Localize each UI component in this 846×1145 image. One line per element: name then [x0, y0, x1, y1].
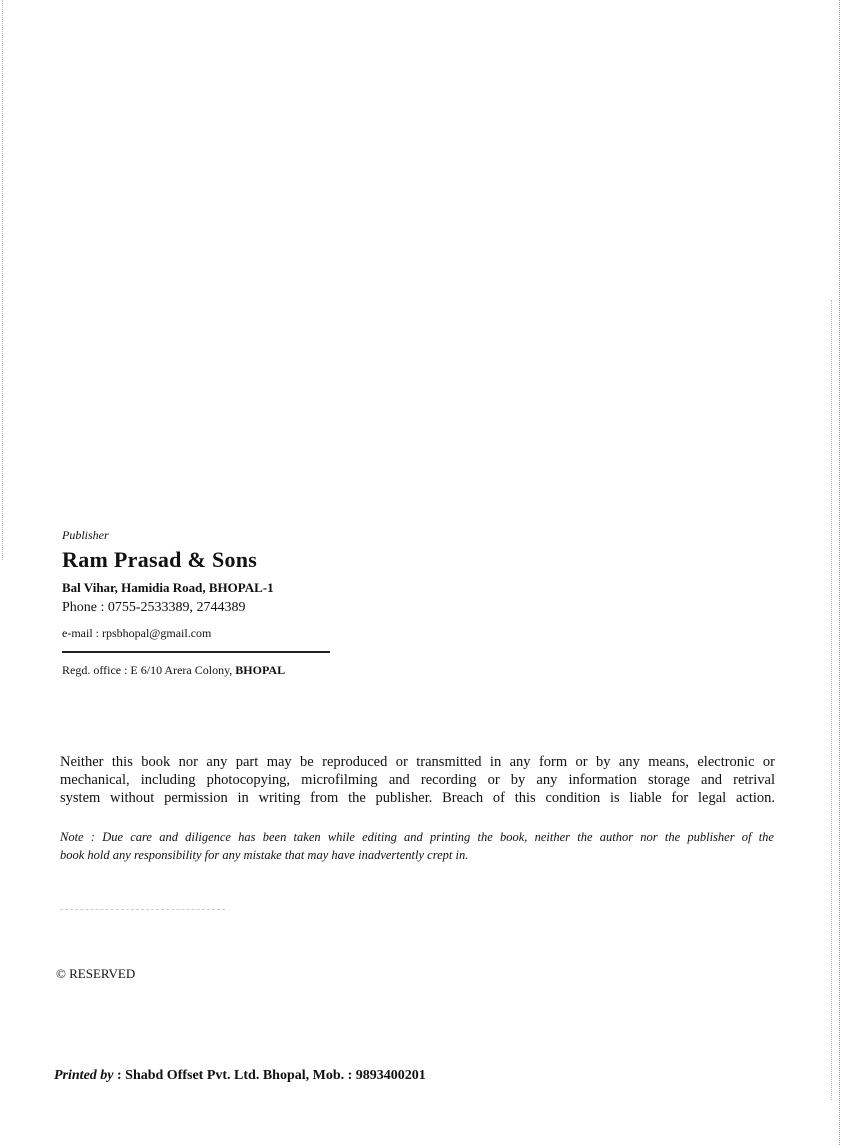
publisher-phone: Phone : 0755-2533389, 2744389 — [62, 600, 246, 615]
copyright-line: system without permission in writing from the publisher. Breach of this condition is liable for legal action. — [60, 790, 775, 806]
scan-edge-left — [2, 0, 5, 560]
registered-office-city: BHOPAL — [235, 663, 286, 677]
copyright-line: Neither this book nor any part may be reproduced or transmitted in any form or by any means, electronic or — [60, 754, 775, 770]
publisher-email: e-mail : rpsbhopal@gmail.com — [62, 626, 212, 640]
scan-edge-right-inner — [829, 300, 832, 1100]
printer-details: : Shabd Offset Pvt. Ltd. Bhopal, Mob. : 9893400201 — [113, 1068, 426, 1083]
scan-edge-right — [837, 0, 840, 1145]
copyright-line: mechanical, including photocopying, microfilming and recording or by any information storage and retrival — [60, 772, 775, 788]
disclaimer-note — [60, 828, 774, 864]
printer-info — [54, 1068, 426, 1084]
reserved-notice: © RESERVED — [56, 966, 136, 981]
note-line: Note : Due care and diligence has been taken while editing and printing the book, neither the author nor the publisher of the — [60, 830, 774, 844]
publisher-address: Bal Vihar, Hamidia Road, BHOPAL-1 — [62, 580, 274, 595]
printer-label: Printed by — [54, 1068, 114, 1083]
registered-office — [62, 663, 285, 678]
note-line: book hold any responsibility for any mistake that may have inadvertently crept in. — [60, 848, 469, 862]
publisher-name: Ram Prasad & Sons — [62, 547, 258, 572]
registered-office-address: Regd. office : E 6/10 Arera Colony, — [62, 663, 236, 677]
publisher-label: Publisher — [62, 528, 109, 542]
scan-smudge — [60, 909, 225, 910]
copyright-notice — [60, 753, 775, 807]
divider — [62, 651, 330, 653]
